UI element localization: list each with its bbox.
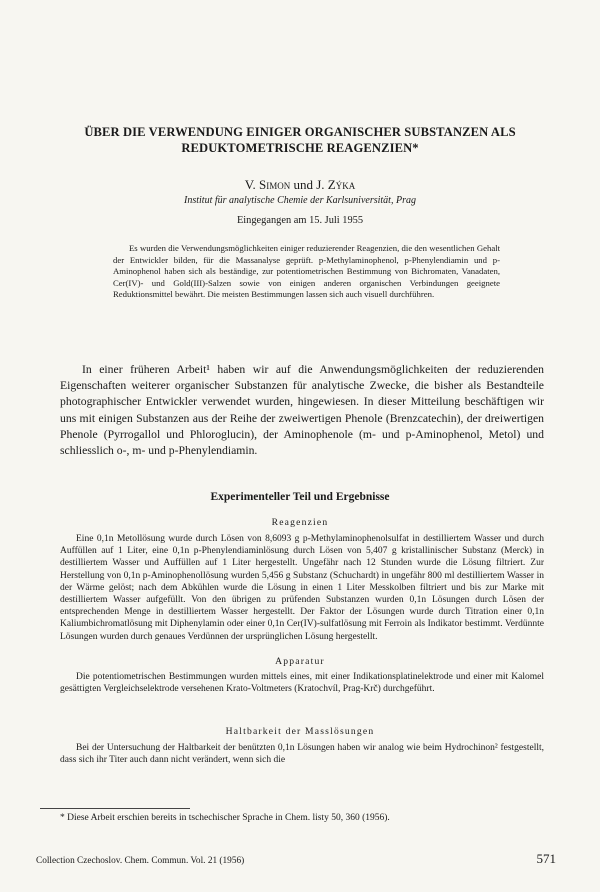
footnote: * Diese Arbeit erschien bereits in tschechischer Sprache in Chem. listy 50, 360 (1956). — [60, 813, 390, 823]
journal-citation: Collection Czechoslov. Chem. Commun. Vol. 21 (1956) — [36, 856, 245, 866]
paragraph-apparatur: Die potentiometrischen Bestimmungen wurden mittels eines, mit einer Indikationsplatinelektrode und einer mit Kalomel gesättigten Vergleichselektrode versehenen Krato-Voltmeters (Kratochvíl, Prag-Krč) durchgeführt. — [60, 672, 544, 695]
article-title — [40, 124, 560, 156]
introduction-paragraph: In einer früheren Arbeit¹ haben wir auf die Anwendungsmöglichkeiten der reduzierenden Eigenschaften weiterer organischer Substanzen für analytische Zwecke, die bisher als Bestandteile photographischer Entwickler verwendet wurden, hingewiesen. In dieser Mitteilung beschäftigen wir uns mit einigen Substanzen aus der Reihe der zweiwertigen Phenole (Brenzcatechin), der dreiwertigen Phenole (Pyrrogallol und Phloroglucin), der Aminophenole (m- und p-Aminophenol, Metol) und schliesslich o-, m- und p-Phenylendiamin. — [60, 363, 544, 458]
abstract: Es wurden die Verwendungsmöglichkeiten einiger reduzierender Reagenzien, die den wesentlichen Gehalt der Entwickler bilden, für die Massanalyse geprüft. p-Methylaminophenol, p-Phenylendiamin und p-Aminophenol haben sich als beständige, zur potentiometrischen Bestimmung von Bichromaten, Vanadaten, Cer(IV)- und Gold(III)-Salzen sowie von einigen anderen organischen Verbindungen geeignete Reduktionsmittel bewährt. Die meisten Bestimmungen lassen sich auch visuell durchführen. — [113, 243, 500, 299]
subheading-reagenzien: Reagenzien — [271, 517, 329, 528]
author-2-name: Zýka — [327, 177, 356, 192]
received-date: Eingegangen am 15. Juli 1955 — [236, 215, 364, 226]
author-1-initial: V. — [244, 177, 259, 192]
paragraph-haltbarkeit: Bei der Untersuchung der Haltbarkeit der benützten 0,1n Lösungen haben wir analog wie beim Hydrochinon² festgestellt, dass sich ihr Titer auch dann nicht verändert, wenn sich die — [60, 743, 544, 766]
author-connector: und J. — [290, 177, 328, 192]
footnote-divider — [40, 808, 190, 809]
author-1-name: Simon — [258, 177, 291, 192]
subheading-apparatur: Apparatur — [275, 656, 325, 667]
paragraph-reagenzien: Eine 0,1n Metollösung wurde durch Lösen von 8,6093 g p-Methylaminophenolsulfat in destilliertem Wasser und durch Auffüllen auf 1 Liter, eine 0,1n p-Phenylendiaminlösung durch Lösen von 5,407 g kristallinischer Substanz (Merck) in destilliertem Wasser und Auffüllen auf 1 Liter hergestellt. Ungefähr nach 12 Stunden wurde die Lösung filtriert. Zur Herstellung von 0,1n p-Aminophenollösung wurden 5,456 g Substanz (Schuchardt) in ungefähr 800 ml destilliertem Wasser in der Wärme gelöst; nach dem Abkühlen wurde die Lösung in einen 1 Liter Messkolben filtriert und bis zur Marke mit destilliertem Wasser aufgefüllt. Von den übrigen zu prüfenden Substanzen wurden 0,1n Lösungen durch Lösen der entsprechenden Menge in destilliertem Wasser hergestellt. Der Faktor der Lösungen wurde durch Titration einer 0,1n Kaliumbichromatlösung mit Diphenylamin oder einer 0,1n Cer(IV)-sulfatlösung mit Ferroin als Indikator bestimmt. Verdünnte Lösungen wurden durch genaues Verdünnen der ursprünglichen Lösung hergestellt. — [60, 534, 544, 642]
author-line — [40, 177, 560, 193]
institute-affiliation: Institut für analytische Chemie der Karlsuniversität, Prag — [184, 195, 416, 206]
title-line-1: ÜBER DIE VERWENDUNG EINIGER ORGANISCHER SUBSTANZEN ALS — [84, 125, 516, 139]
subheading-haltbarkeit: Haltbarkeit der Masslösungen — [225, 726, 375, 737]
title-line-2: REDUKTOMETRISCHE REAGENZIEN* — [181, 141, 419, 155]
page-number: 571 — [536, 851, 556, 866]
section-heading: Experimenteller Teil und Ergebnisse — [210, 491, 390, 503]
